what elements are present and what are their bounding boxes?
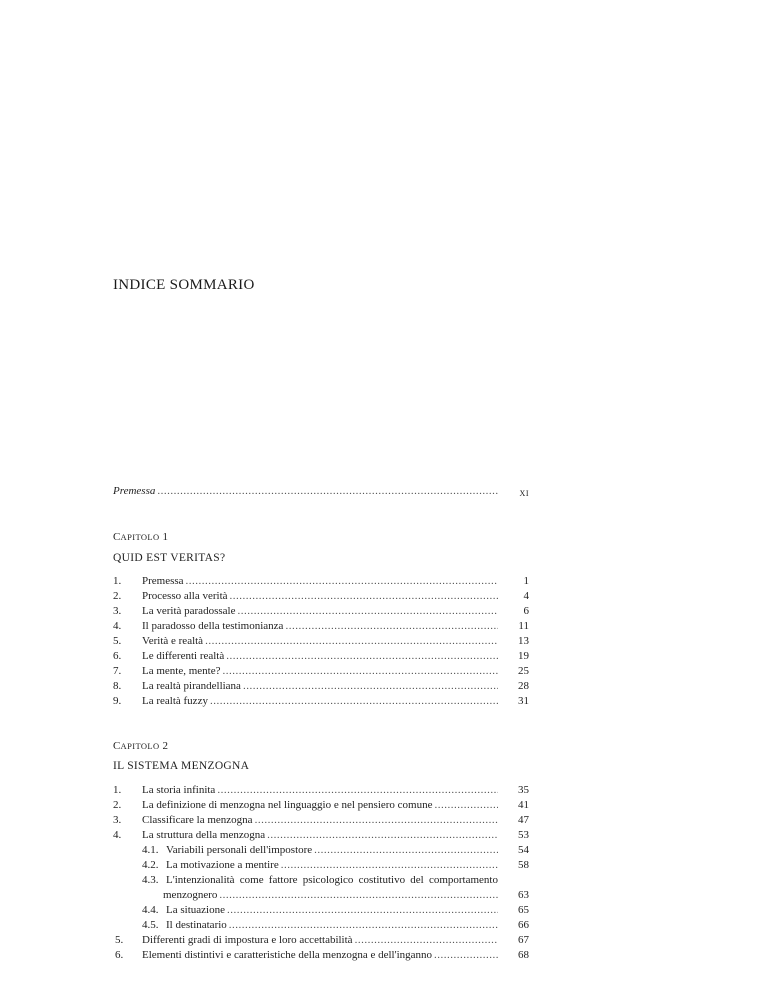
- toc-page-number: 13: [518, 635, 529, 647]
- toc-page-number: 1: [523, 575, 529, 587]
- toc-entry[interactable]: 4. La struttura della menzogna .....: [113, 828, 498, 843]
- toc-entry[interactable]: 3. La verità paradossale .....: [113, 604, 498, 619]
- toc-entry[interactable]: 9. La realtà fuzzy .....: [113, 694, 498, 709]
- toc-entry[interactable]: 1. La storia infinita .....: [113, 783, 498, 798]
- chapter-title: QUID EST VERITAS?: [113, 552, 226, 564]
- toc-page-number: 25: [518, 665, 529, 677]
- toc-entry[interactable]: 5. Differenti gradi di impostura e loro accettabilità .....: [115, 933, 498, 948]
- toc-entry[interactable]: 6. Elementi distintivi e caratteristiche della menzogna e dell'inganno .....: [115, 948, 498, 963]
- page-title: INDICE SOMMARIO: [113, 277, 255, 293]
- toc-page-number: 66: [518, 919, 529, 931]
- toc-page-number: 41: [518, 799, 529, 811]
- toc-entry[interactable]: 7. La mente, mente? .....: [113, 664, 498, 679]
- toc-subentry-continuation[interactable]: menzognero .....: [163, 888, 498, 903]
- toc-entry[interactable]: 3. Classificare la menzogna .....: [113, 813, 498, 828]
- toc-page-number: 4: [523, 590, 529, 602]
- toc-page-number: XI: [519, 489, 529, 498]
- toc-page-number: 58: [518, 859, 529, 871]
- dot-leader: [157, 484, 498, 499]
- toc-entry-premessa[interactable]: [113, 484, 498, 499]
- toc-entry[interactable]: 5. Verità e realtà .....: [113, 634, 498, 649]
- toc-page-number: 11: [518, 620, 529, 632]
- toc-entry[interactable]: 2. Processo alla verità .....: [113, 589, 498, 604]
- toc-page-number: 31: [518, 695, 529, 707]
- toc-page-number: 63: [518, 889, 529, 901]
- toc-page-number: 67: [518, 934, 529, 946]
- toc-subentry[interactable]: 4.5. Il destinatario .....: [142, 918, 498, 933]
- toc-page-number: 65: [518, 904, 529, 916]
- chapter-title: IL SISTEMA MENZOGNA: [113, 760, 250, 772]
- toc-subentry[interactable]: 4.4. La situazione .....: [142, 903, 498, 918]
- toc-subentry[interactable]: 4.3. L'intenzionalità come fattore psicologico costitutivo del comportamento: [142, 874, 498, 886]
- toc-page-number: 19: [518, 650, 529, 662]
- toc-subentry[interactable]: 4.2. La motivazione a mentire .....: [142, 858, 498, 873]
- toc-entry[interactable]: 6. Le differenti realtà .....: [113, 649, 498, 664]
- toc-entry[interactable]: 4. Il paradosso della testimonianza .....: [113, 619, 498, 634]
- toc-page-number: 6: [523, 605, 529, 617]
- chapter-label: CAPITOLO 2: [113, 740, 169, 752]
- toc-page-number: 28: [518, 680, 529, 692]
- toc-page-number: 68: [518, 949, 529, 961]
- toc-page-number: 54: [518, 844, 529, 856]
- toc-entry[interactable]: 2. La definizione di menzogna nel linguaggio e nel pensiero comune .....: [113, 798, 498, 813]
- toc-entry[interactable]: 1. Premessa .....: [113, 574, 498, 589]
- toc-entry[interactable]: 8. La realtà pirandelliana .....: [113, 679, 498, 694]
- toc-page-number: 35: [518, 784, 529, 796]
- toc-entry-text: Premessa: [113, 485, 156, 497]
- chapter-label: CAPITOLO 1: [113, 531, 169, 543]
- toc-page-number: 47: [518, 814, 529, 826]
- toc-subentry[interactable]: 4.1. Variabili personali dell'impostore .....: [142, 843, 498, 858]
- toc-page-number: 53: [518, 829, 529, 841]
